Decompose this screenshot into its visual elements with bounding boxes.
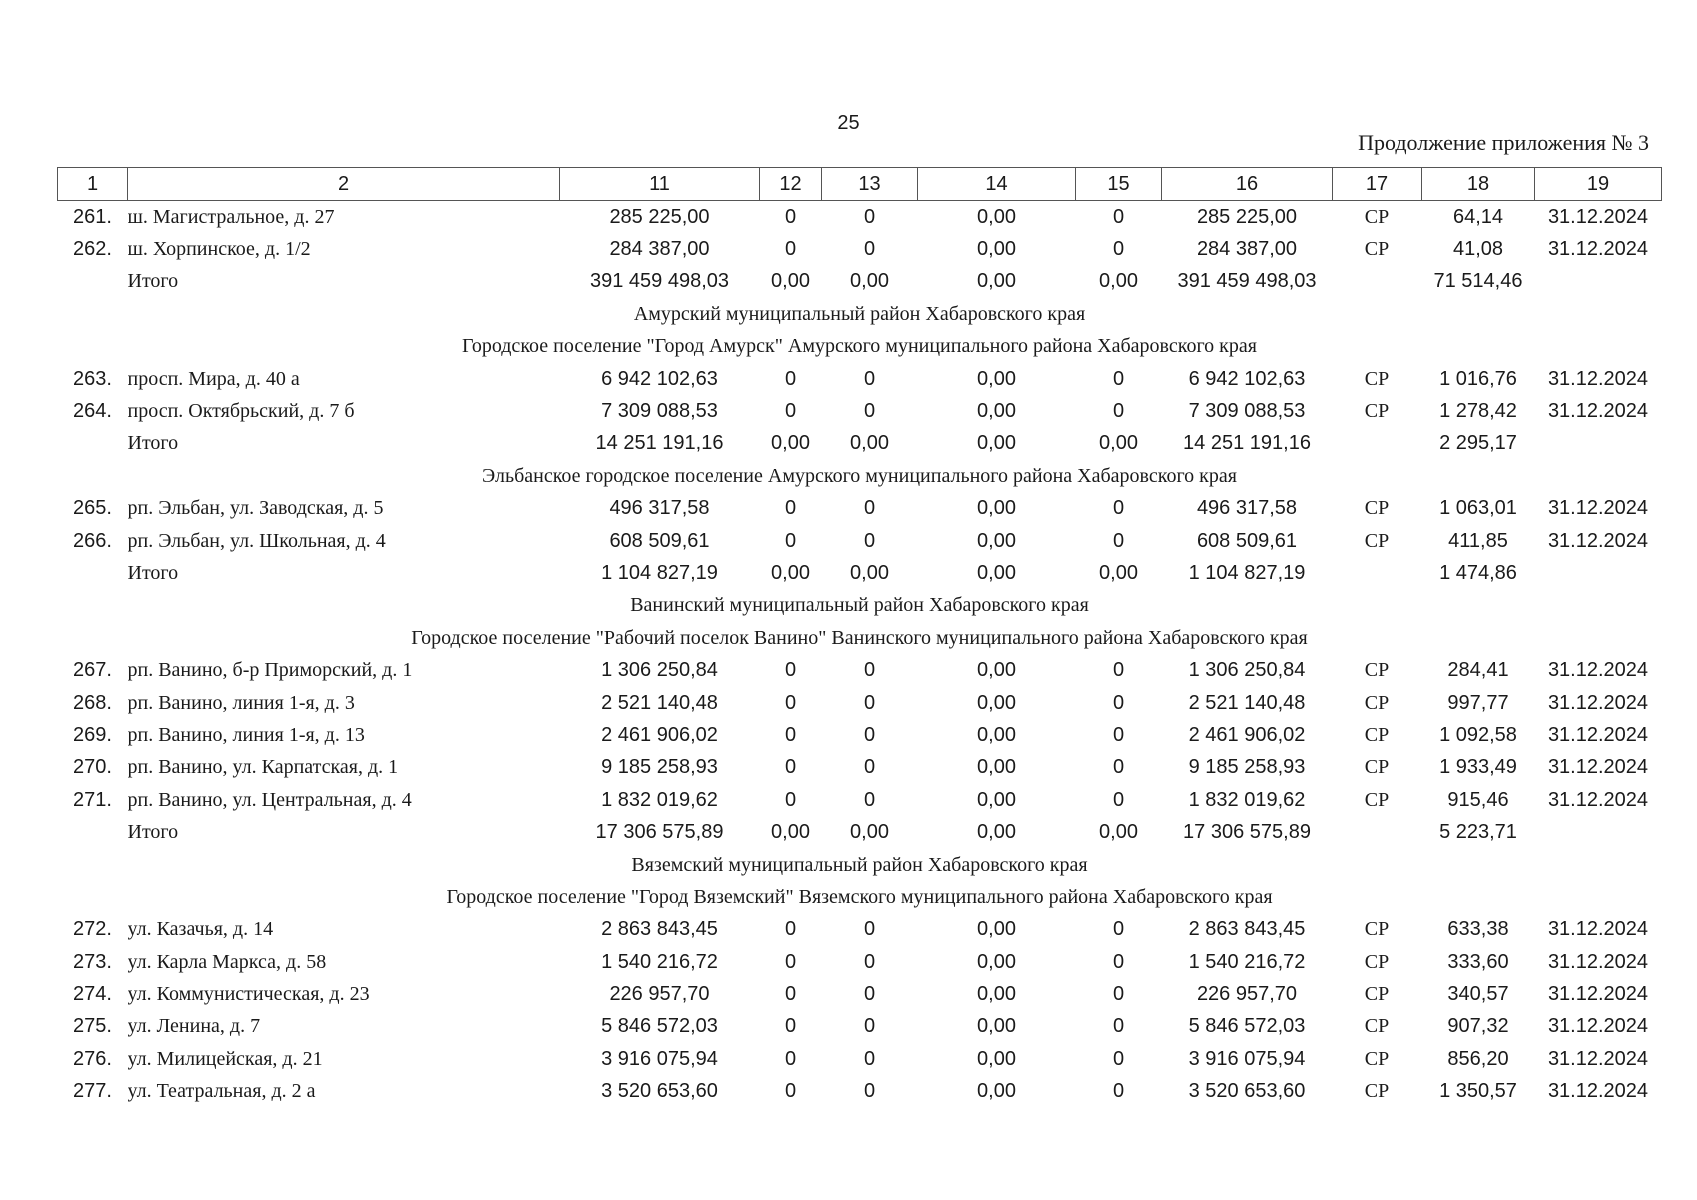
col-18-cell: 411,85 [1448,529,1508,552]
col-19-cell: 31.12.2024 [1547,788,1649,811]
col-14-cell: 0,00 [977,918,1016,941]
table-row [58,687,1662,719]
col-17-cell: СР [1364,205,1390,228]
section-heading: Ванинский муниципальный район Хабаровского края [630,594,1089,617]
address-cell: Итого [127,432,179,455]
col-17-cell: СР [1364,1080,1390,1103]
col-19-cell: 31.12.2024 [1547,918,1649,941]
col-19-cell: 31.12.2024 [1547,1080,1649,1103]
col-11-cell: 608 509,61 [609,529,710,552]
table-row [58,1076,1662,1108]
row-number-cell [58,816,128,848]
table-row [58,363,1662,395]
col-19-cell [1535,816,1662,848]
col-14-cell: 0,00 [977,1047,1016,1070]
col-13-cell: 0,00 [850,821,889,844]
col-18-cell: 2 295,17 [1439,432,1517,455]
address-cell: рп. Ванино, линия 1-я, д. 13 [127,723,365,746]
col-18-cell: 284,41 [1447,659,1509,682]
col-17-cell: СР [1364,367,1390,390]
address-cell: Итого [127,270,179,293]
row-number-cell: 265. [73,497,112,520]
row-number-cell: 272. [73,918,112,941]
col-16-cell: 17 306 575,89 [1183,821,1311,844]
col-11-cell: 2 461 906,02 [601,723,718,746]
col-16-cell: 226 957,70 [1196,983,1298,1006]
col-18-cell: 915,46 [1447,788,1509,811]
col-14-cell: 0,00 [977,205,1016,228]
col-15-cell: 0,00 [1099,561,1138,584]
col-13-cell: 0 [863,691,876,714]
col-12-cell: 0 [784,983,797,1006]
col-14-cell: 0,00 [977,529,1016,552]
col-17-cell: СР [1364,983,1390,1006]
col-19-cell: 31.12.2024 [1547,983,1649,1006]
section-heading: Городское поселение "Город Вяземский" Вяземского муниципального района Хабаровского края [446,885,1273,908]
col-14-cell: 0,00 [977,821,1016,844]
col-12-cell: 0,00 [771,821,810,844]
col-18-cell: 5 223,71 [1439,821,1517,844]
col-19-cell [1535,557,1662,589]
col-15-cell: 0 [1112,1080,1125,1103]
col-18-cell: 1 092,58 [1439,723,1517,746]
header-cell: 12 [760,168,822,201]
col-11-cell: 1 306 250,84 [601,659,718,682]
col-17-cell: СР [1364,788,1390,811]
col-17-cell: СР [1364,400,1390,423]
section-heading-row [58,622,1662,654]
col-14-cell: 0,00 [977,1080,1016,1103]
col-12-cell: 0 [784,205,797,228]
col-18-cell: 856,20 [1447,1047,1509,1070]
address-cell: рп. Ванино, ул. Карпатская, д. 1 [127,756,399,779]
col-12-cell: 0 [784,691,797,714]
col-13-cell: 0 [863,918,876,941]
col-17-cell [1333,816,1422,848]
col-15-cell: 0 [1112,400,1125,423]
row-number-cell: 277. [73,1080,112,1103]
col-16-cell: 608 509,61 [1196,529,1298,552]
row-number-cell: 263. [73,367,112,390]
row-number-cell: 274. [73,983,112,1006]
section-heading-row [58,590,1662,622]
col-19-cell: 31.12.2024 [1547,1015,1649,1038]
col-17-cell: СР [1364,1047,1390,1070]
col-14-cell: 0,00 [977,788,1016,811]
col-15-cell: 0 [1112,529,1125,552]
col-15-cell: 0 [1112,788,1125,811]
col-12-cell: 0 [784,918,797,941]
col-15-cell: 0,00 [1099,432,1138,455]
col-13-cell: 0 [863,367,876,390]
col-15-cell: 0 [1112,1015,1125,1038]
col-18-cell: 997,77 [1447,691,1509,714]
row-number-cell: 275. [73,1015,112,1038]
table-row [58,1043,1662,1075]
address-cell: ул. Ленина, д. 7 [127,1015,261,1038]
col-17-cell: СР [1364,238,1390,261]
col-16-cell: 3 520 653,60 [1188,1080,1306,1103]
col-12-cell: 0 [784,1080,797,1103]
col-13-cell: 0 [863,205,876,228]
col-16-cell: 391 459 498,03 [1177,270,1317,293]
col-19-cell: 31.12.2024 [1547,723,1649,746]
col-19-cell [1535,428,1662,460]
header-cell: 2 [128,168,560,201]
table-row [58,557,1662,589]
col-15-cell: 0 [1112,918,1125,941]
col-16-cell: 496 317,58 [1196,497,1298,520]
col-15-cell: 0 [1112,691,1125,714]
col-19-cell: 31.12.2024 [1547,238,1649,261]
col-14-cell: 0,00 [977,238,1016,261]
col-18-cell: 1 278,42 [1439,400,1517,423]
header-cell: 13 [822,168,918,201]
col-11-cell: 2 521 140,48 [601,691,718,714]
table-row [58,816,1662,848]
address-cell: ш. Хорпинское, д. 1/2 [127,238,311,261]
col-12-cell: 0 [784,659,797,682]
address-cell: рп. Ванино, ул. Центральная, д. 4 [127,788,412,811]
continuation-label: Продолжение приложения № 3 [1358,130,1649,155]
col-16-cell: 1 104 827,19 [1188,561,1306,584]
col-11-cell: 17 306 575,89 [595,821,724,844]
col-18-cell: 340,57 [1447,983,1509,1006]
col-16-cell: 6 942 102,63 [1188,367,1306,390]
col-11-cell: 9 185 258,93 [601,756,718,779]
address-cell: ул. Милицейская, д. 21 [127,1047,323,1070]
row-number-cell: 276. [73,1047,112,1070]
col-19-cell: 31.12.2024 [1547,950,1649,973]
row-number-cell: 264. [73,400,112,423]
col-17-cell: СР [1364,691,1390,714]
col-16-cell: 2 521 140,48 [1188,691,1306,714]
table-row [58,525,1662,557]
col-19-cell: 31.12.2024 [1547,529,1649,552]
col-12-cell: 0,00 [771,432,810,455]
table-row [58,978,1662,1010]
col-17-cell [1333,428,1422,460]
table-body [58,201,1662,1108]
col-12-cell: 0 [784,367,797,390]
col-16-cell: 2 461 906,02 [1188,723,1306,746]
col-15-cell: 0,00 [1099,270,1138,293]
col-19-cell: 31.12.2024 [1547,367,1649,390]
col-13-cell: 0 [863,238,876,261]
col-15-cell: 0 [1112,497,1125,520]
col-12-cell: 0 [784,756,797,779]
col-12-cell: 0 [784,723,797,746]
col-15-cell: 0 [1112,983,1125,1006]
col-14-cell: 0,00 [977,756,1016,779]
row-number-cell [58,428,128,460]
col-13-cell: 0 [863,659,876,682]
table-row [58,201,1662,234]
section-heading: Городское поселение "Город Амурск" Амурского муниципального района Хабаровского края [462,335,1257,358]
col-12-cell: 0 [784,497,797,520]
col-13-cell: 0 [863,400,876,423]
col-16-cell: 1 540 216,72 [1188,950,1306,973]
col-17-cell: СР [1364,659,1390,682]
col-12-cell: 0 [784,950,797,973]
col-16-cell: 7 309 088,53 [1188,400,1306,423]
col-19-cell: 31.12.2024 [1547,659,1649,682]
col-18-cell: 71 514,46 [1433,270,1523,293]
col-16-cell: 284 387,00 [1196,238,1298,261]
col-17-cell [1333,266,1422,298]
section-heading-row [58,460,1662,492]
col-14-cell: 0,00 [977,723,1016,746]
header-cell: 15 [1076,168,1162,201]
col-16-cell: 3 916 075,94 [1188,1047,1306,1070]
col-15-cell: 0 [1112,1047,1125,1070]
col-11-cell: 3 916 075,94 [601,1047,718,1070]
col-15-cell: 0 [1112,723,1125,746]
header-cell: 18 [1422,168,1535,201]
col-13-cell: 0 [863,1015,876,1038]
header-cell: 11 [560,168,760,201]
address-cell: просп. Мира, д. 40 а [127,367,300,390]
col-16-cell: 1 832 019,62 [1188,788,1306,811]
col-12-cell: 0 [784,788,797,811]
col-18-cell: 41,08 [1452,238,1504,261]
col-14-cell: 0,00 [977,983,1016,1006]
col-13-cell: 0 [863,497,876,520]
col-14-cell: 0,00 [977,432,1016,455]
col-15-cell: 0 [1112,238,1125,261]
col-11-cell: 1 104 827,19 [601,561,718,584]
col-15-cell: 0,00 [1099,821,1138,844]
section-heading: Эльбанское городское поселение Амурского муниципального района Хабаровского края [482,464,1237,487]
row-number-cell: 267. [73,659,112,682]
address-cell: ул. Казачья, д. 14 [127,918,274,941]
col-18-cell: 1 350,57 [1439,1080,1517,1103]
row-number-cell: 268. [73,691,112,714]
col-11-cell: 6 942 102,63 [601,367,718,390]
col-11-cell: 7 309 088,53 [601,400,718,423]
col-14-cell: 0,00 [977,497,1016,520]
header-cell: 14 [918,168,1076,201]
header-cell: 16 [1162,168,1333,201]
col-17-cell: СР [1364,756,1390,779]
col-16-cell: 1 306 250,84 [1188,659,1306,682]
col-17-cell: СР [1364,529,1390,552]
col-15-cell: 0 [1112,950,1125,973]
address-cell: Итого [127,561,179,584]
col-16-cell: 14 251 191,16 [1183,432,1311,455]
col-18-cell: 1 933,49 [1439,756,1517,779]
col-14-cell: 0,00 [977,950,1016,973]
col-15-cell: 0 [1112,756,1125,779]
col-16-cell: 9 185 258,93 [1188,756,1306,779]
col-13-cell: 0 [863,1047,876,1070]
table-row [58,1011,1662,1043]
row-number-cell: 269. [73,723,112,746]
col-14-cell: 0,00 [977,659,1016,682]
col-18-cell: 1 063,01 [1439,497,1517,520]
col-12-cell: 0 [784,400,797,423]
col-11-cell: 5 846 572,03 [601,1015,718,1038]
col-13-cell: 0 [863,788,876,811]
col-15-cell: 0 [1112,659,1125,682]
section-heading: Амурский муниципальный район Хабаровского края [633,302,1086,325]
col-19-cell [1535,266,1662,298]
table-row [58,493,1662,525]
table-row [58,428,1662,460]
col-12-cell: 0,00 [771,561,810,584]
table-row [58,784,1662,816]
header-cell: 19 [1535,168,1662,201]
header-cell: 17 [1333,168,1422,201]
col-11-cell: 1 832 019,62 [601,788,718,811]
address-cell: ул. Карла Маркса, д. 58 [127,950,327,973]
address-cell: Итого [127,821,179,844]
col-11-cell: 496 317,58 [609,497,710,520]
col-19-cell: 31.12.2024 [1547,691,1649,714]
section-heading-row [58,849,1662,881]
col-18-cell: 1 016,76 [1439,367,1517,390]
col-19-cell: 31.12.2024 [1547,205,1649,228]
address-cell: ул. Коммунистическая, д. 23 [127,983,370,1006]
col-17-cell [1333,557,1422,589]
col-12-cell: 0 [784,529,797,552]
col-17-cell: СР [1364,1015,1390,1038]
col-16-cell: 285 225,00 [1196,205,1298,228]
row-number-cell: 271. [73,788,112,811]
col-11-cell: 226 957,70 [609,983,710,1006]
address-cell: рп. Эльбан, ул. Школьная, д. 4 [127,529,386,552]
col-18-cell: 633,38 [1447,918,1509,941]
col-11-cell: 284 387,00 [609,238,710,261]
section-heading: Вяземский муниципальный район Хабаровского края [631,853,1088,876]
col-13-cell: 0 [863,1080,876,1103]
row-number-cell: 261. [73,205,112,228]
col-19-cell: 31.12.2024 [1547,400,1649,423]
col-17-cell: СР [1364,497,1390,520]
col-19-cell: 31.12.2024 [1547,756,1649,779]
col-14-cell: 0,00 [977,270,1016,293]
address-cell: рп. Эльбан, ул. Заводская, д. 5 [127,497,384,520]
col-13-cell: 0,00 [850,561,889,584]
col-11-cell: 285 225,00 [609,205,710,228]
col-13-cell: 0 [863,529,876,552]
col-11-cell: 391 459 498,03 [589,270,730,293]
col-14-cell: 0,00 [977,691,1016,714]
section-heading: Городское поселение "Рабочий поселок Ванино" Ванинского муниципального района Хабаровского края [411,626,1308,649]
row-number-cell: 273. [73,950,112,973]
col-19-cell: 31.12.2024 [1547,497,1649,520]
row-number-cell: 266. [73,529,112,552]
col-11-cell: 2 863 843,45 [601,918,718,941]
col-15-cell: 0 [1112,205,1125,228]
row-number-cell [58,266,128,298]
col-18-cell: 333,60 [1447,950,1509,973]
col-13-cell: 0,00 [850,270,889,293]
address-cell: ул. Театральная, д. 2 а [127,1080,316,1103]
header-cell: 1 [58,168,128,201]
col-13-cell: 0 [863,756,876,779]
col-17-cell: СР [1364,918,1390,941]
table-row [58,395,1662,427]
col-12-cell: 0 [784,238,797,261]
table-row [58,266,1662,298]
section-heading-row [58,298,1662,330]
table-row [58,654,1662,686]
row-number-cell: 270. [73,756,112,779]
col-14-cell: 0,00 [977,367,1016,390]
col-13-cell: 0,00 [850,432,889,455]
col-11-cell: 1 540 216,72 [601,950,718,973]
table-row [58,752,1662,784]
table-row [58,719,1662,751]
address-cell: рп. Ванино, линия 1-я, д. 3 [127,691,355,714]
col-14-cell: 0,00 [977,1015,1016,1038]
col-18-cell: 907,32 [1447,1015,1509,1038]
col-18-cell: 1 474,86 [1439,561,1517,584]
header-row [58,168,1662,201]
section-heading-row [58,881,1662,913]
section-heading-row [58,331,1662,363]
col-13-cell: 0 [863,983,876,1006]
col-12-cell: 0 [784,1047,797,1070]
col-15-cell: 0 [1112,367,1125,390]
col-16-cell: 5 846 572,03 [1188,1015,1306,1038]
data-table [57,167,1662,1108]
col-16-cell: 2 863 843,45 [1188,918,1306,941]
table-row [58,233,1662,265]
row-number-cell [58,557,128,589]
col-13-cell: 0 [863,950,876,973]
col-19-cell: 31.12.2024 [1547,1047,1649,1070]
col-18-cell: 64,14 [1452,205,1504,228]
col-17-cell: СР [1364,950,1390,973]
row-number-cell: 262. [73,238,112,261]
col-11-cell: 14 251 191,16 [595,432,724,455]
page-number: 25 [837,112,860,134]
address-cell: рп. Ванино, б-р Приморский, д. 1 [127,659,413,682]
col-17-cell: СР [1364,723,1390,746]
col-12-cell: 0 [784,1015,797,1038]
col-13-cell: 0 [863,723,876,746]
col-14-cell: 0,00 [977,400,1016,423]
table-row [58,914,1662,946]
col-11-cell: 3 520 653,60 [601,1080,718,1103]
col-12-cell: 0,00 [771,270,810,293]
address-cell: ш. Магистральное, д. 27 [127,205,335,228]
table-row [58,946,1662,978]
address-cell: просп. Октябрьский, д. 7 б [127,400,355,423]
col-14-cell: 0,00 [977,561,1016,584]
